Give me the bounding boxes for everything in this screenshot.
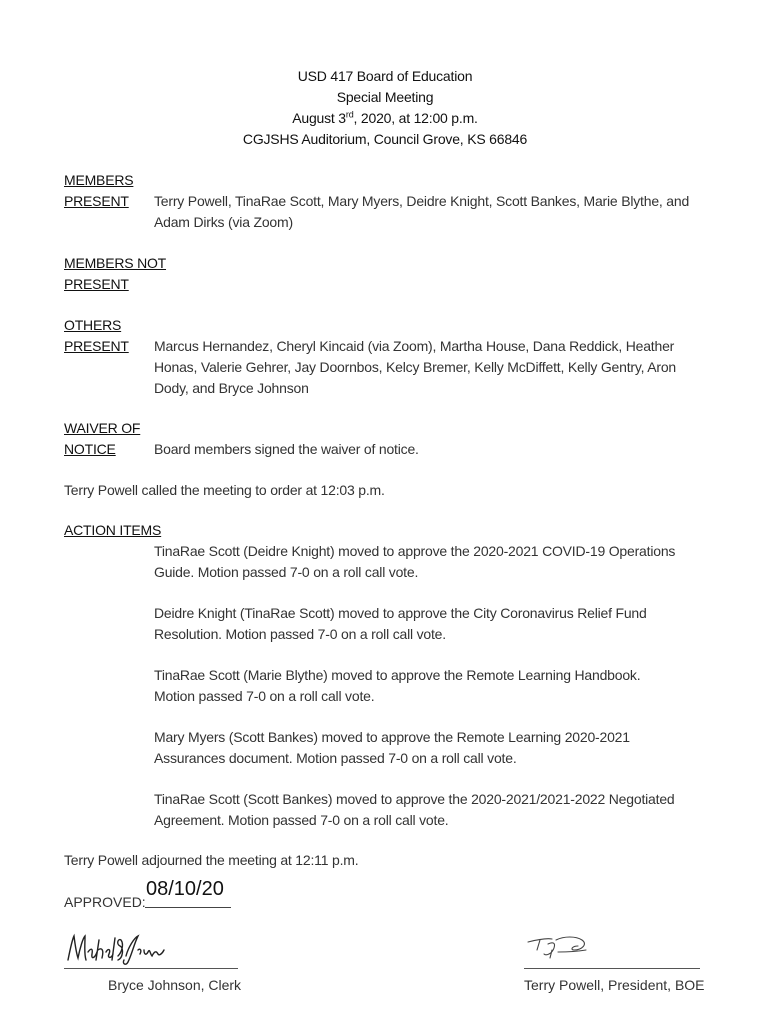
action-item: TinaRae Scott (Scott Bankes) moved to approve the 2020-2021/2021-2022 Negotiated Agreement. Motion passed 7-0 on a roll call vote. bbox=[154, 791, 675, 828]
members-not-present-section bbox=[64, 253, 714, 295]
action-item: TinaRae Scott (Marie Blythe) moved to approve the Remote Learning Handbook. Motion passed 7-0 on a roll call vote. bbox=[154, 667, 641, 704]
waiver-section bbox=[64, 418, 714, 460]
clerk-signature-line bbox=[64, 968, 238, 969]
waiver-text: Board members signed the waiver of notice. bbox=[154, 441, 419, 457]
header-location: CGJSHS Auditorium, Council Grove, KS 66846 bbox=[242, 131, 528, 147]
members-present-label: MEMBERS PRESENT bbox=[64, 172, 134, 209]
action-item: TinaRae Scott (Deidre Knight) moved to approve the 2020-2021 COVID-19 Operations Guide. Motion passed 7-0 on a roll call vote. bbox=[154, 543, 676, 580]
approved-underline bbox=[145, 907, 231, 908]
members-present-list: Terry Powell, TinaRae Scott, Mary Myers, Deidre Knight, Scott Bankes, Marie Blythe, and Adam Dirks (via Zoom) bbox=[154, 193, 690, 230]
call-to-order: Terry Powell called the meeting to order at 12:03 p.m. bbox=[64, 482, 385, 498]
clerk-signature bbox=[64, 930, 174, 968]
document-header bbox=[0, 66, 770, 150]
members-present-section bbox=[64, 170, 714, 230]
adjourned-statement: Terry Powell adjourned the meeting at 12:11 p.m. bbox=[64, 852, 359, 868]
header-meeting-type: Special Meeting bbox=[336, 89, 434, 105]
action-items-title: ACTION ITEMS bbox=[64, 522, 162, 538]
others-present-list: Marcus Hernandez, Cheryl Kincaid (via Zoom), Martha House, Dana Reddick, Heather Honas, Valerie Gehrer, Jay Doornbos, Kelcy Bremer, Kelly McDiffett, Kelly Gentry, Aron Dody, and Bryce Johnson bbox=[154, 338, 677, 396]
header-date: August 3rd, 2020, at 12:00 p.m. bbox=[292, 109, 478, 126]
others-present-label: OTHERS PRESENT bbox=[64, 317, 129, 354]
clerk-name: Bryce Johnson, Clerk bbox=[108, 977, 242, 993]
approved-date: 08/10/20 bbox=[146, 878, 224, 900]
action-item: Mary Myers (Scott Bankes) moved to approve the Remote Learning 2020-2021 Assurances document. Motion passed 7-0 on a roll call vote. bbox=[154, 729, 630, 766]
president-signature-line bbox=[524, 968, 700, 969]
president-name: Terry Powell, President, BOE bbox=[524, 977, 705, 993]
members-not-present-label: MEMBERS NOT PRESENT bbox=[64, 255, 167, 292]
header-org: USD 417 Board of Education bbox=[297, 68, 473, 84]
approved-label: APPROVED: bbox=[64, 894, 146, 910]
others-present-section bbox=[64, 315, 714, 399]
action-item: Deidre Knight (TinaRae Scott) moved to approve the City Coronavirus Relief Fund Resolution. Motion passed 7-0 on a roll call vote. bbox=[154, 605, 647, 642]
president-signature bbox=[522, 930, 602, 966]
waiver-label: WAIVER OF NOTICE bbox=[64, 420, 141, 457]
